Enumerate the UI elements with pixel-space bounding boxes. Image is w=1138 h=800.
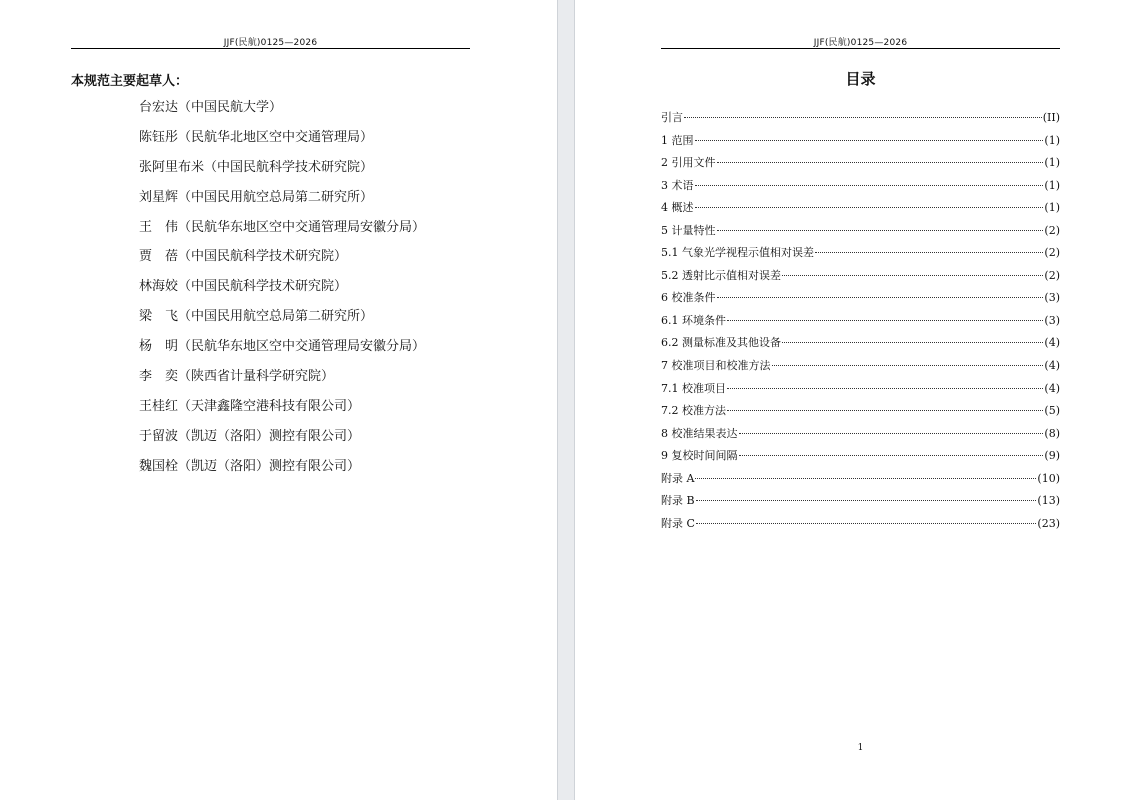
drafter-item: 王 伟（民航华东地区空中交通管理局安徽分局） xyxy=(139,219,426,235)
toc-entry[interactable] xyxy=(661,381,1060,404)
page-right xyxy=(575,0,1138,800)
toc-leader xyxy=(815,252,1043,253)
running-header: JJF(民航)0125—2026 xyxy=(813,38,908,48)
toc-entry-label: 4 概述 xyxy=(661,201,694,215)
toc-entry-label: 5.1 气象光学视程示值相对误差 xyxy=(661,246,814,260)
toc-leader xyxy=(739,455,1044,456)
drafter-item: 刘星辉（中国民用航空总局第二研究所） xyxy=(139,189,374,205)
page-gutter xyxy=(557,0,575,800)
drafter-item: 林海姣（中国民航科学技术研究院） xyxy=(139,279,348,295)
toc-entry-label: 5 计量特性 xyxy=(661,223,716,237)
drafter-item: 魏国栓（凯迈（洛阳）测控有限公司） xyxy=(139,458,361,474)
drafters-heading: 本规范主要起草人： xyxy=(71,74,189,89)
header-rule xyxy=(661,48,1060,49)
toc-entry-page: (4) xyxy=(1044,336,1060,350)
toc-entry-label: 引言 xyxy=(661,111,683,124)
toc-entry-label: 6.2 测量标准及其他设备 xyxy=(661,336,781,350)
toc-entry[interactable] xyxy=(661,200,1060,223)
toc-entry-page: (4) xyxy=(1044,359,1060,373)
drafter-item: 李 奕（陕西省计量科学研究院） xyxy=(139,369,335,385)
toc-entry-label: 6.1 环境条件 xyxy=(661,313,726,327)
toc-leader xyxy=(717,297,1044,298)
toc-leader xyxy=(727,410,1043,411)
toc-entry[interactable] xyxy=(661,403,1060,426)
toc-entry[interactable] xyxy=(661,493,1060,516)
toc-leader xyxy=(727,320,1043,321)
toc-entry[interactable] xyxy=(661,448,1060,471)
toc-entry[interactable] xyxy=(661,313,1060,336)
drafter-item: 陈钰彤（民航华北地区空中交通管理局） xyxy=(139,129,374,145)
toc-entry-page: (10) xyxy=(1037,471,1060,485)
toc-entry-label: 7.2 校准方法 xyxy=(661,404,726,418)
header-rule xyxy=(71,48,470,49)
toc-entry-label: 8 校准结果表达 xyxy=(661,426,738,440)
toc-entry-label: 9 复校时间间隔 xyxy=(661,449,738,463)
toc-leader xyxy=(695,207,1044,208)
toc-entry-page: (5) xyxy=(1044,404,1060,418)
toc-leader xyxy=(684,117,1042,118)
toc-entry-page: (3) xyxy=(1044,313,1060,327)
toc-entry[interactable] xyxy=(661,290,1060,313)
toc-entry[interactable] xyxy=(661,426,1060,449)
drafter-item: 于留波（凯迈（洛阳）测控有限公司） xyxy=(139,428,361,444)
toc-entry-page: (1) xyxy=(1044,156,1060,170)
toc-title: 目录 xyxy=(845,70,876,88)
toc-entry[interactable] xyxy=(661,133,1060,156)
toc-entry-page: (2) xyxy=(1044,268,1060,282)
toc-entry-label: 附录 A xyxy=(661,471,695,485)
toc-entry[interactable] xyxy=(661,110,1060,133)
toc-entry[interactable] xyxy=(661,223,1060,246)
toc-leader xyxy=(695,185,1044,186)
toc-entry-page: (4) xyxy=(1044,381,1060,395)
toc-leader xyxy=(717,230,1044,231)
toc-leader xyxy=(717,162,1044,163)
toc-entry[interactable] xyxy=(661,178,1060,201)
toc-leader xyxy=(772,365,1044,366)
toc-entry-page: (23) xyxy=(1037,516,1060,530)
toc-entry-label: 2 引用文件 xyxy=(661,156,716,170)
toc-entry-page: (II) xyxy=(1042,111,1060,124)
toc-entry[interactable] xyxy=(661,335,1060,358)
toc-entry-label: 附录 C xyxy=(661,516,695,530)
drafter-item: 梁 飞（中国民用航空总局第二研究所） xyxy=(139,309,374,325)
toc-leader xyxy=(695,478,1036,479)
toc-leader xyxy=(695,140,1044,141)
toc-entry-label: 1 范围 xyxy=(661,133,694,147)
toc-entry-label: 5.2 透射比示值相对误差 xyxy=(661,268,781,282)
toc-entry-page: (13) xyxy=(1037,494,1060,508)
toc-list xyxy=(661,110,1060,538)
toc-entry-page: (1) xyxy=(1044,178,1060,192)
toc-entry-label: 3 术语 xyxy=(661,178,694,192)
toc-entry-page: (1) xyxy=(1044,133,1060,147)
drafter-item: 王桂红（天津鑫隆空港科技有限公司） xyxy=(139,398,361,414)
toc-entry-label: 7.1 校准项目 xyxy=(661,381,726,395)
toc-entry-label: 6 校准条件 xyxy=(661,291,716,305)
drafter-item: 杨 明（民航华东地区空中交通管理局安徽分局） xyxy=(139,339,426,355)
toc-leader xyxy=(782,342,1043,343)
toc-entry[interactable] xyxy=(661,155,1060,178)
toc-leader xyxy=(782,275,1043,276)
toc-entry-page: (2) xyxy=(1044,246,1060,260)
drafter-item: 贾 蓓（中国民航科学技术研究院） xyxy=(139,249,348,265)
toc-entry-page: (8) xyxy=(1044,426,1060,440)
toc-entry[interactable] xyxy=(661,245,1060,268)
toc-leader xyxy=(696,523,1036,524)
toc-entry[interactable] xyxy=(661,471,1060,494)
toc-entry-page: (3) xyxy=(1044,291,1060,305)
toc-entry[interactable] xyxy=(661,358,1060,381)
drafters-list xyxy=(139,97,425,486)
drafter-item: 台宏达（中国民航大学） xyxy=(139,100,283,115)
toc-entry-page: (9) xyxy=(1044,449,1060,463)
toc-entry[interactable] xyxy=(661,268,1060,291)
running-header: JJF(民航)0125—2026 xyxy=(223,38,318,48)
toc-entry-label: 7 校准项目和校准方法 xyxy=(661,359,771,373)
toc-leader xyxy=(739,433,1044,434)
drafter-item: 张阿里布米（中国民航科学技术研究院） xyxy=(139,159,374,175)
toc-entry-page: (1) xyxy=(1044,201,1060,215)
page-number: 1 xyxy=(857,743,864,753)
toc-leader xyxy=(696,500,1037,501)
toc-entry[interactable] xyxy=(661,516,1060,539)
page-left xyxy=(0,0,557,800)
toc-leader xyxy=(727,388,1043,389)
toc-entry-label: 附录 B xyxy=(661,494,695,508)
toc-entry-page: (2) xyxy=(1044,223,1060,237)
